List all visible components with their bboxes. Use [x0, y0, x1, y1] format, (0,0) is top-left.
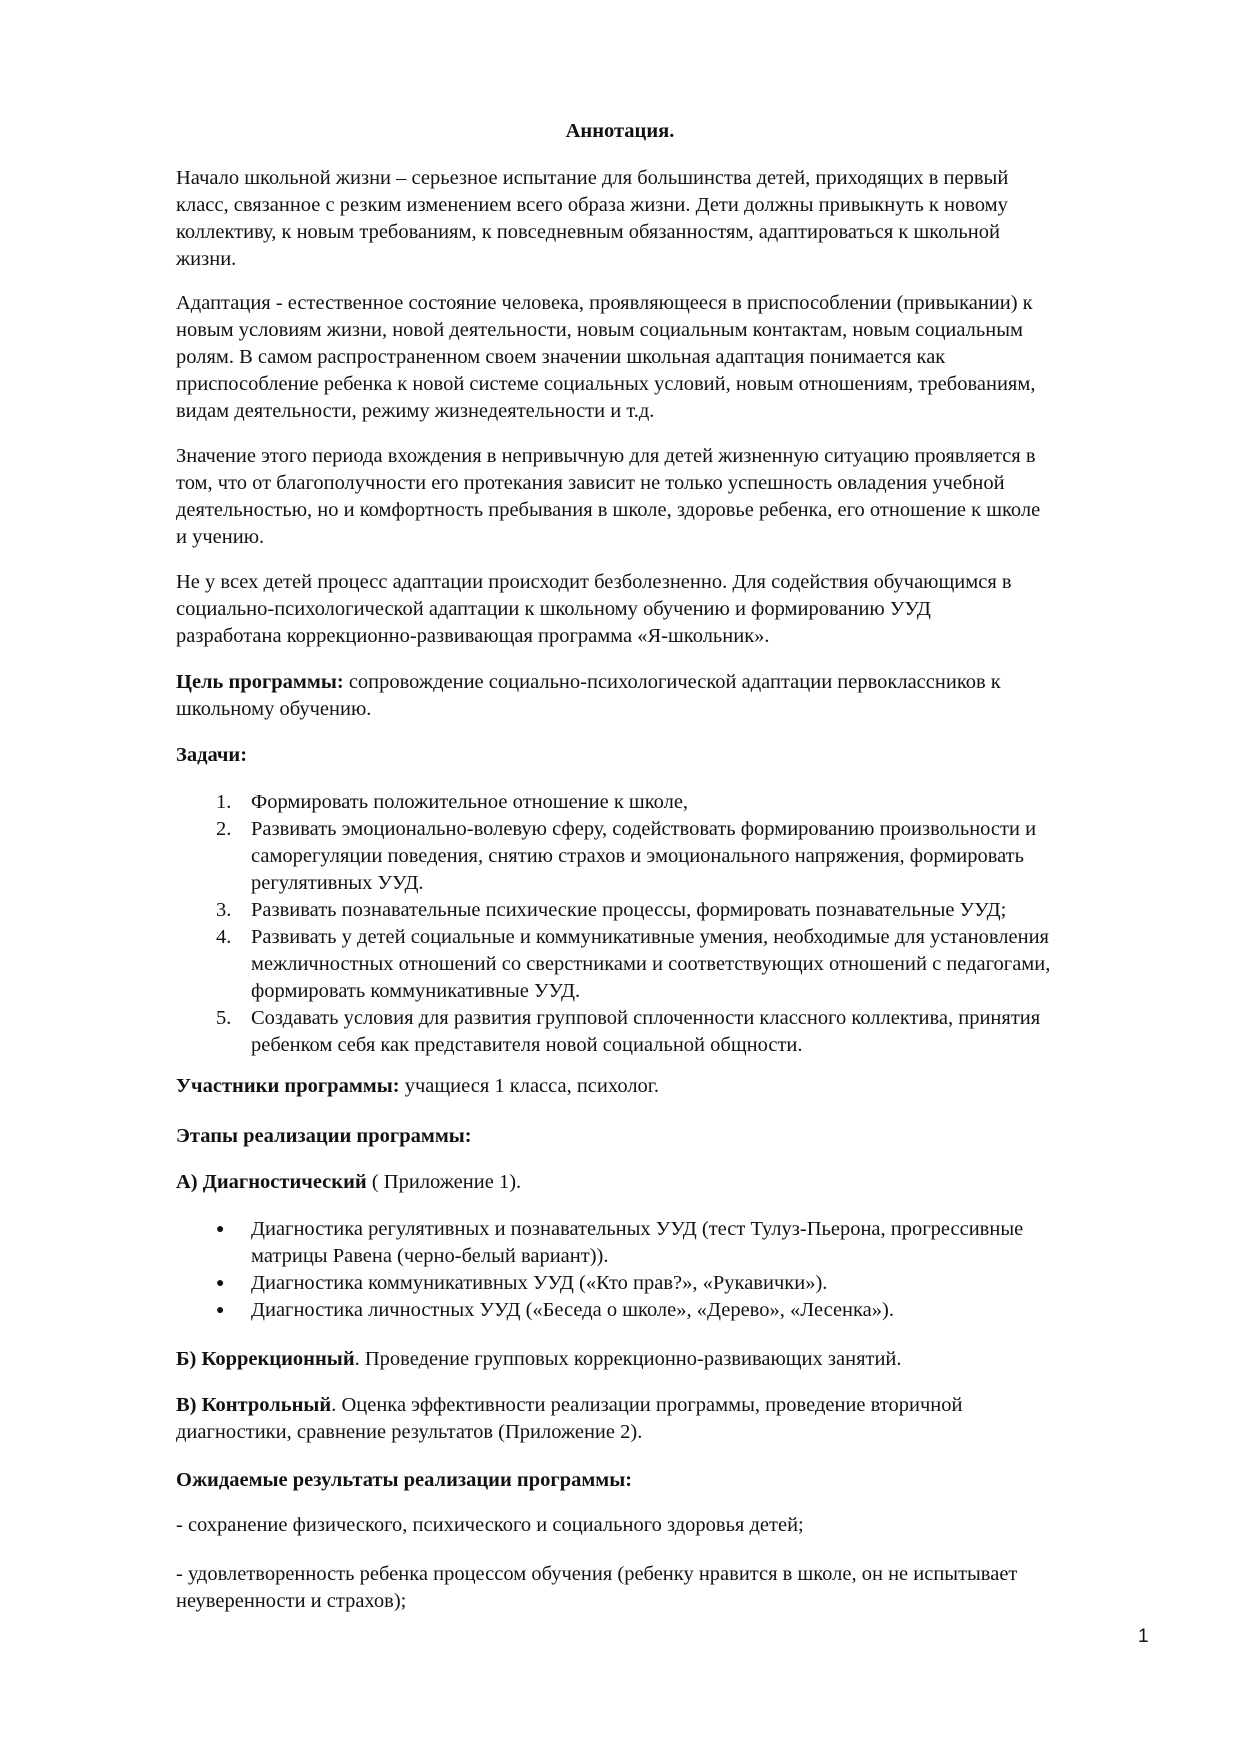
- text-line: разработана коррекционно-развивающая программа «Я-школьник».: [176, 625, 770, 647]
- stages-heading: [176, 1123, 1156, 1150]
- text-line: Формировать положительное отношение к школе,: [251, 791, 689, 813]
- text-line: Диагностика коммуникативных УУД («Кто прав?», «Рукавички»).: [251, 1272, 828, 1294]
- participants: [176, 1073, 1156, 1100]
- stage-b-label: Б) Коррекционный: [176, 1348, 355, 1370]
- tasks-heading: [176, 742, 1156, 769]
- text-line: регулятивных УУД.: [251, 872, 424, 894]
- text-line: новым условиям жизни, новой деятельности, новым социальным контактам, новым социальным: [176, 319, 1023, 341]
- participants-label: Участники программы:: [176, 1075, 400, 1097]
- text-line: деятельностью, но и комфортность пребывания в школе, здоровье ребенка, его отношение к школе: [176, 499, 1041, 521]
- text-line: Развивать у детей социальные и коммуникативные умения, необходимые для установления: [251, 926, 1049, 948]
- paragraph-adaptation: [176, 290, 1156, 425]
- document-title: Аннотация.: [565, 120, 675, 142]
- text-line: диагностики, сравнение результатов (Приложение 2).: [176, 1421, 643, 1443]
- text-line: Диагностика регулятивных и познавательных УУД (тест Тулуз-Пьерона, прогрессивные: [251, 1218, 1024, 1240]
- paragraph-program: [176, 569, 1156, 650]
- stage-c-label: В) Контрольный: [176, 1394, 332, 1416]
- stage-a: [176, 1169, 1156, 1196]
- text-line: межличностных отношений со сверстниками и соответствующих отношений с педагогами,: [251, 953, 1051, 975]
- text-line: видам деятельности, режиму жизнедеятельности и т.д.: [176, 400, 655, 422]
- text-line: саморегуляции поведения, снятию страхов и эмоционального напряжения, формировать: [251, 845, 1024, 867]
- text-line: коллективу, к новым требованиям, к повседневным обязанностям, адаптироваться к школьной: [176, 221, 1000, 243]
- text-line: Начало школьной жизни – серьезное испытание для большинства детей, приходящих в первый: [176, 167, 1009, 189]
- text-line: приспособление ребенка к новой системе социальных условий, новым отношениям, требованиям,: [176, 373, 1036, 395]
- text-line: и учению.: [176, 526, 265, 548]
- heading-text: Задачи:: [176, 744, 248, 766]
- text-line: Не у всех детей процесс адаптации происходит безболезненно. Для содействия обучающимся в: [176, 571, 1012, 593]
- participants-text: учащиеся 1 класса, психолог.: [399, 1075, 660, 1097]
- page-number: 1: [1138, 1626, 1149, 1647]
- paragraph-intro: [176, 165, 1156, 273]
- text-line: том, что от благополучности его протекания зависит не только успешность овладения учебной: [176, 472, 1005, 494]
- text-line: жизни.: [176, 248, 237, 270]
- bullet-icon: ●: [216, 1303, 225, 1318]
- result-item: [176, 1561, 1156, 1615]
- stage-c: [176, 1392, 1156, 1446]
- text-line: Развивать эмоционально-волевую сферу, содействовать формированию произвольности и: [251, 818, 1037, 840]
- text-line: - сохранение физического, психического и социального здоровья детей;: [176, 1514, 804, 1536]
- list-number: 1.: [216, 791, 232, 813]
- list-number: 5.: [216, 1007, 232, 1029]
- text-line: ролям. В самом распространенном своем значении школьная адаптация понимается как: [176, 346, 946, 368]
- program-goal: [176, 669, 1156, 723]
- list-number: 3.: [216, 899, 232, 921]
- text-line: формировать коммуникативные УУД.: [251, 980, 581, 1002]
- list-number: 4.: [216, 926, 232, 948]
- text-line: матрицы Равена (черно-белый вариант)).: [251, 1245, 609, 1267]
- text-line: Значение этого периода вхождения в непривычную для детей жизненную ситуацию проявляется в: [176, 445, 1036, 467]
- text-line: - удовлетворенность ребенка процессом обучения (ребенку нравится в школе, он не испытывает: [176, 1563, 1018, 1585]
- result-item: [176, 1512, 1156, 1539]
- results-heading: [176, 1467, 1156, 1494]
- goal-text: сопровождение социально-психологической адаптации первоклассников к: [343, 671, 1001, 693]
- stage-b-text: . Проведение групповых коррекционно-развивающих занятий.: [354, 1348, 902, 1370]
- bullet-icon: ●: [216, 1276, 225, 1291]
- text-line: Развивать познавательные психические процессы, формировать познавательные УУД;: [251, 899, 1007, 921]
- stage-a-text: ( Приложение 1).: [366, 1171, 522, 1193]
- heading-text: Этапы реализации программы:: [176, 1125, 472, 1147]
- text-line: класс, связанное с резким изменением всего образа жизни. Дети должны привыкнуть к новому: [176, 194, 1008, 216]
- stage-c-text: . Оценка эффективности реализации программы, проведение вторичной: [331, 1394, 963, 1416]
- text-line: Диагностика личностных УУД («Беседа о школе», «Дерево», «Лесенка»).: [251, 1299, 894, 1321]
- text-line: социально-психологической адаптации к школьному обучению и формированию УУД: [176, 598, 931, 620]
- bullet-icon: ●: [216, 1222, 225, 1237]
- text-line: Адаптация - естественное состояние человека, проявляющееся в приспособлении (привыкании) к: [176, 292, 1033, 314]
- text-line: ребенком себя как представителя новой социальной общности.: [251, 1034, 803, 1056]
- paragraph-significance: [176, 443, 1156, 551]
- heading-text: Ожидаемые результаты реализации программы:: [176, 1469, 633, 1491]
- text-line: Создавать условия для развития групповой сплоченности классного коллектива, принятия: [251, 1007, 1041, 1029]
- text-line: школьному обучению.: [176, 698, 372, 720]
- goal-label: Цель программы:: [176, 671, 344, 693]
- text-line: неуверенности и страхов);: [176, 1590, 407, 1612]
- stage-a-label: А) Диагностический: [176, 1171, 367, 1193]
- list-number: 2.: [216, 818, 232, 840]
- stage-b: [176, 1346, 1156, 1373]
